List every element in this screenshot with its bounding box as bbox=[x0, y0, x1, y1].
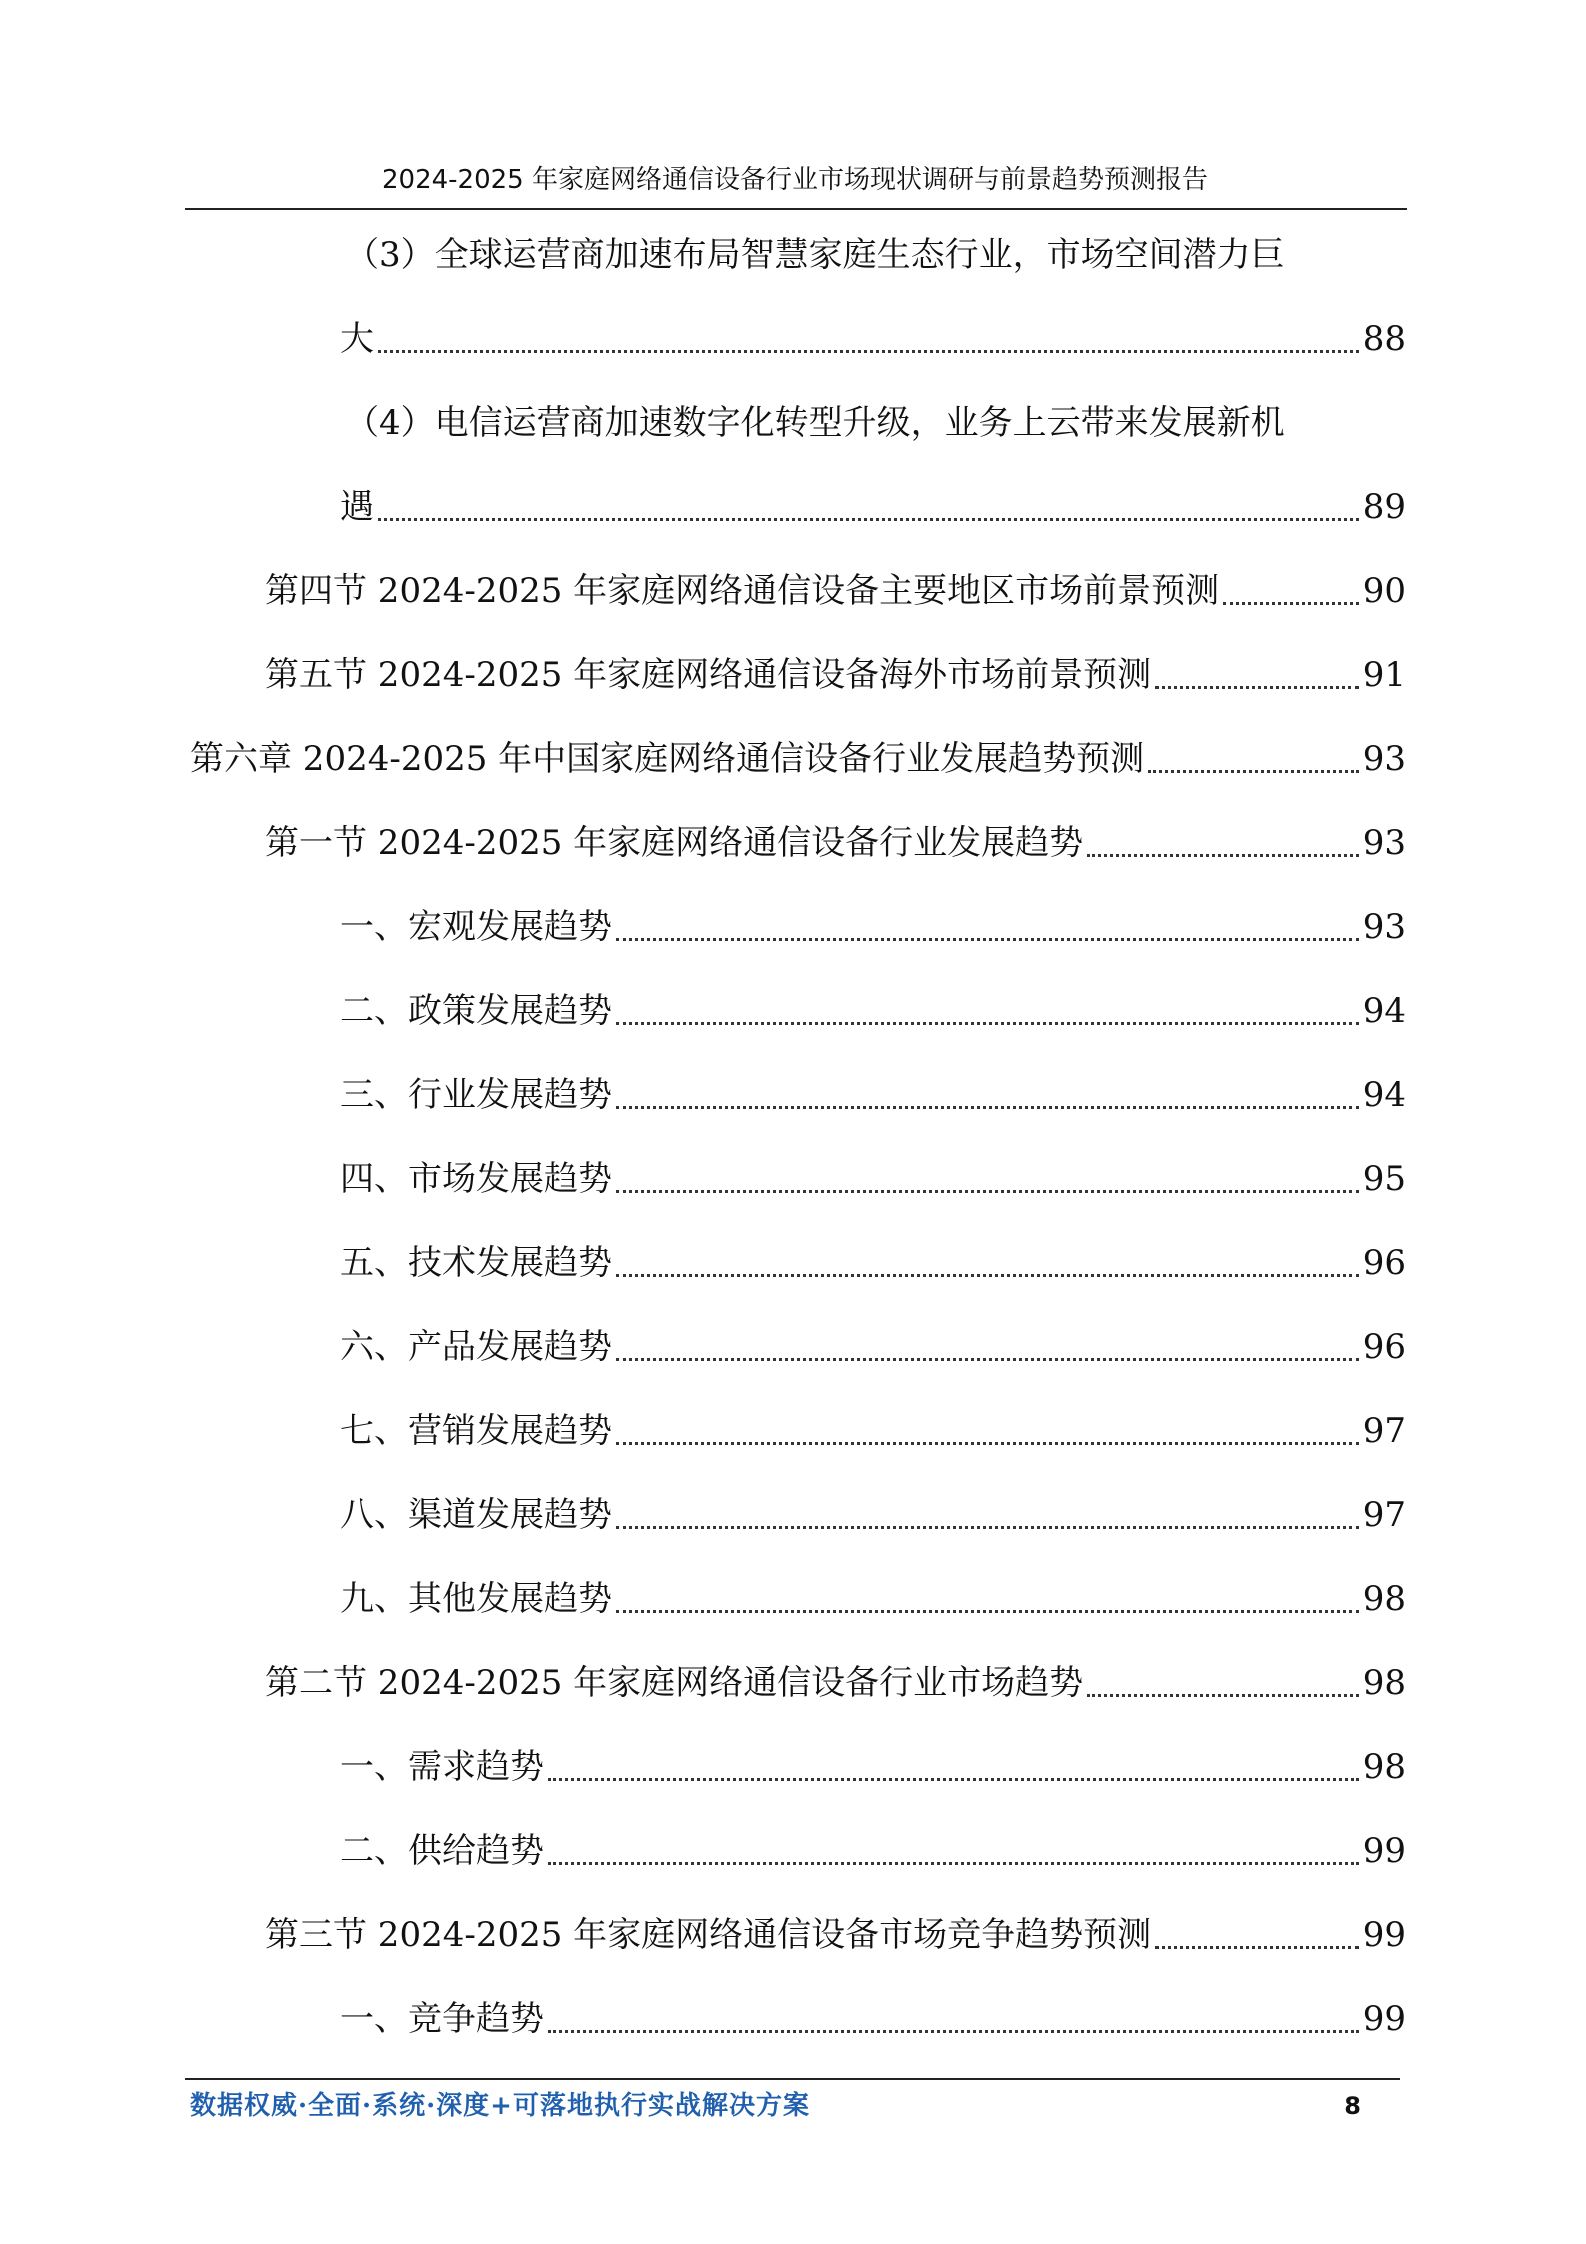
toc-entry-text: 一、宏观发展趋势 bbox=[340, 907, 612, 947]
toc-leader-dots bbox=[616, 1358, 1359, 1361]
toc-entry[interactable] bbox=[0, 717, 1586, 801]
toc-entry-continuation[interactable] bbox=[0, 297, 1586, 381]
toc-page-number: 88 bbox=[1362, 319, 1406, 359]
footer-divider bbox=[185, 2078, 1400, 2080]
toc-page-number: 99 bbox=[1362, 1999, 1406, 2039]
toc-entry[interactable] bbox=[0, 549, 1586, 633]
toc-page-number: 94 bbox=[1362, 991, 1406, 1031]
toc-entry-text: 一、竞争趋势 bbox=[340, 1999, 544, 2039]
toc-entry-text: 第一节 2024-2025 年家庭网络通信设备行业发展趋势 bbox=[265, 823, 1084, 863]
toc-leader-dots bbox=[616, 938, 1359, 941]
toc-entry[interactable] bbox=[0, 885, 1586, 969]
toc-page-number: 91 bbox=[1362, 655, 1406, 695]
toc-page-number: 93 bbox=[1362, 823, 1406, 863]
toc-entry-text: 第二节 2024-2025 年家庭网络通信设备行业市场趋势 bbox=[265, 1663, 1084, 1703]
toc-leader-dots bbox=[1087, 854, 1359, 857]
toc-leader-dots bbox=[1155, 1946, 1359, 1949]
toc-entry[interactable] bbox=[0, 1725, 1586, 1809]
toc-entry[interactable] bbox=[0, 381, 1586, 465]
toc-entry-text: 六、产品发展趋势 bbox=[340, 1327, 612, 1367]
toc-entry-text: （3）全球运营商加速布局智慧家庭生态行业，市场空间潜力巨 bbox=[345, 235, 1285, 275]
toc-entry-text: 二、供给趋势 bbox=[340, 1831, 544, 1871]
toc-leader-dots bbox=[1087, 1694, 1359, 1697]
footer-page-number: 8 bbox=[1344, 2092, 1361, 2120]
toc-entry[interactable] bbox=[0, 1137, 1586, 1221]
toc-page-number: 97 bbox=[1362, 1495, 1406, 1535]
toc-leader-dots bbox=[616, 1526, 1359, 1529]
toc-entry-text: （4）电信运营商加速数字化转型升级，业务上云带来发展新机 bbox=[345, 403, 1285, 443]
toc-leader-dots bbox=[1223, 602, 1359, 605]
toc-entry-text: 四、市场发展趋势 bbox=[340, 1159, 612, 1199]
toc-entry-text: 第三节 2024-2025 年家庭网络通信设备市场竞争趋势预测 bbox=[265, 1915, 1152, 1955]
toc-entry[interactable] bbox=[0, 633, 1586, 717]
toc-entry-text: 第六章 2024-2025 年中国家庭网络通信设备行业发展趋势预测 bbox=[190, 739, 1145, 779]
page-header-title: 2024-2025 年家庭网络通信设备行业市场现状调研与前景趋势预测报告 bbox=[382, 165, 1208, 195]
toc-page-number: 93 bbox=[1362, 739, 1406, 779]
toc-page-number: 99 bbox=[1362, 1915, 1406, 1955]
toc-entry[interactable] bbox=[0, 1977, 1586, 2061]
toc-page-number: 97 bbox=[1362, 1411, 1406, 1451]
toc-leader-dots bbox=[616, 1190, 1359, 1193]
toc-entry-text: 八、渠道发展趋势 bbox=[340, 1495, 612, 1535]
toc-page-number: 96 bbox=[1362, 1327, 1406, 1367]
toc-leader-dots bbox=[1155, 686, 1359, 689]
toc-entry-text: 大 bbox=[340, 319, 374, 359]
toc-leader-dots bbox=[616, 1442, 1359, 1445]
toc-leader-dots bbox=[548, 2030, 1359, 2033]
toc-entry[interactable] bbox=[0, 1221, 1586, 1305]
toc-leader-dots bbox=[616, 1610, 1359, 1613]
toc-entry[interactable] bbox=[0, 1809, 1586, 1893]
toc-leader-dots bbox=[616, 1022, 1359, 1025]
toc-leader-dots bbox=[548, 1778, 1359, 1781]
footer-slogan: 数据权威·全面·系统·深度+可落地执行实战解决方案 bbox=[190, 2091, 810, 2121]
toc-entry[interactable] bbox=[0, 1473, 1586, 1557]
toc-entry-text: 第五节 2024-2025 年家庭网络通信设备海外市场前景预测 bbox=[265, 655, 1152, 695]
toc-page-number: 99 bbox=[1362, 1831, 1406, 1871]
header-divider bbox=[185, 208, 1407, 210]
toc-entry[interactable] bbox=[0, 1053, 1586, 1137]
toc-page-number: 93 bbox=[1362, 907, 1406, 947]
toc-entry-text: 七、营销发展趋势 bbox=[340, 1411, 612, 1451]
toc-page-number: 98 bbox=[1362, 1579, 1406, 1619]
toc-leader-dots bbox=[616, 1106, 1359, 1109]
toc-entry[interactable] bbox=[0, 1641, 1586, 1725]
toc-entry-text: 五、技术发展趋势 bbox=[340, 1243, 612, 1283]
toc-leader-dots bbox=[378, 518, 1359, 521]
toc-entry-text: 二、政策发展趋势 bbox=[340, 991, 612, 1031]
toc-entry[interactable] bbox=[0, 801, 1586, 885]
toc-page-number: 89 bbox=[1362, 487, 1406, 527]
toc-entry-text: 三、行业发展趋势 bbox=[340, 1075, 612, 1115]
toc-page-number: 98 bbox=[1362, 1747, 1406, 1787]
toc-page-number: 90 bbox=[1362, 571, 1406, 611]
toc-entry[interactable] bbox=[0, 1389, 1586, 1473]
toc-leader-dots bbox=[548, 1862, 1359, 1865]
toc-entry[interactable] bbox=[0, 213, 1586, 297]
toc-entry-text: 遇 bbox=[340, 487, 374, 527]
toc-page-number: 98 bbox=[1362, 1663, 1406, 1703]
toc-entry-text: 第四节 2024-2025 年家庭网络通信设备主要地区市场前景预测 bbox=[265, 571, 1220, 611]
toc-leader-dots bbox=[616, 1274, 1359, 1277]
toc-entry-continuation[interactable] bbox=[0, 465, 1586, 549]
toc-leader-dots bbox=[1148, 770, 1359, 773]
toc-entry[interactable] bbox=[0, 1305, 1586, 1389]
toc-entry[interactable] bbox=[0, 1893, 1586, 1977]
toc-page-number: 95 bbox=[1362, 1159, 1406, 1199]
toc-entry[interactable] bbox=[0, 969, 1586, 1053]
toc-page-number: 94 bbox=[1362, 1075, 1406, 1115]
toc-entry-text: 一、需求趋势 bbox=[340, 1747, 544, 1787]
toc-page-number: 96 bbox=[1362, 1243, 1406, 1283]
toc-leader-dots bbox=[378, 350, 1359, 353]
toc-entry-text: 九、其他发展趋势 bbox=[340, 1579, 612, 1619]
toc-entry[interactable] bbox=[0, 1557, 1586, 1641]
